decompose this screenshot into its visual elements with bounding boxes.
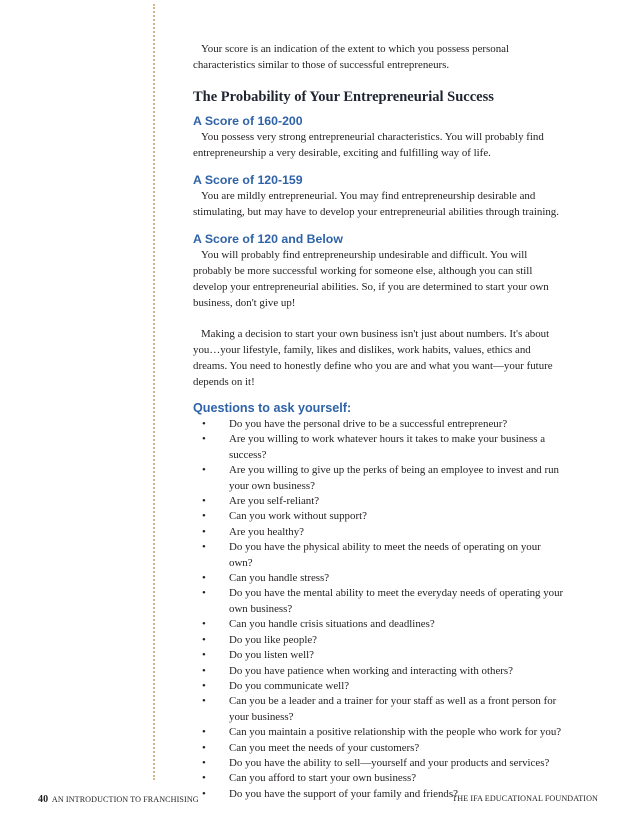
question-item [193, 617, 565, 632]
question-text: Can you handle crisis situations and deadlines? [229, 618, 435, 631]
question-text: Do you listen well? [229, 649, 314, 662]
bullet-icon: • [202, 787, 206, 800]
question-item [193, 633, 565, 648]
question-item [193, 756, 565, 771]
score-heading-low: A Score of 120 and Below [193, 232, 343, 246]
bullet-icon: • [202, 772, 206, 785]
score-block-low [193, 231, 565, 311]
score-heading-mid: A Score of 120-159 [193, 173, 303, 187]
question-item [193, 432, 565, 463]
questions-list [193, 417, 565, 802]
dotted-margin-rule [153, 4, 155, 780]
question-text: Do you communicate well? [229, 679, 350, 692]
question-item [193, 494, 565, 509]
page-number: 40 [38, 794, 49, 805]
question-text: Can you meet the needs of your customers? [229, 741, 420, 754]
question-text: Can you be a leader and a trainer for your staff as well as a front person for your business? [229, 695, 557, 723]
question-text: Do you have the physical ability to meet the needs of operating on your own? [229, 541, 541, 569]
question-item [193, 525, 565, 540]
question-text: Are you willing to give up the perks of being an employee to invest and run your own business? [229, 464, 559, 492]
bullet-icon: • [202, 510, 206, 523]
question-item [193, 571, 565, 586]
bullet-icon: • [202, 618, 206, 631]
question-item [193, 540, 565, 571]
bullet-icon: • [202, 433, 206, 446]
footer-title: AN INTRODUCTION TO FRANCHISING [51, 795, 199, 804]
bullet-icon: • [202, 464, 206, 477]
bullet-icon: • [202, 525, 206, 538]
question-text: Can you handle stress? [229, 572, 330, 585]
question-text: Do you have the ability to sell—yourself and your products and services? [229, 756, 550, 769]
bullet-icon: • [202, 587, 206, 600]
question-text: Do you have the personal drive to be a successful entrepreneur? [229, 418, 508, 430]
question-item [193, 725, 565, 740]
question-text: Do you have the support of your family and friends? [229, 787, 458, 800]
bullet-icon: • [202, 679, 206, 692]
bullet-icon: • [202, 726, 206, 739]
question-item [193, 664, 565, 679]
footer-right: THE IFA EDUCATIONAL FOUNDATION [452, 794, 598, 803]
question-text: Are you healthy? [229, 525, 304, 538]
footer-left [38, 794, 199, 805]
question-text: Do you have patience when working and interacting with others? [229, 664, 513, 677]
question-item [193, 741, 565, 756]
question-text: Can you afford to start your own business? [229, 772, 417, 785]
bullet-icon: • [202, 541, 206, 554]
question-text: Do you like people? [229, 633, 318, 646]
questions-heading: Questions to ask yourself: [193, 401, 352, 415]
score-text-high: You possess very strong entrepreneurial characteristics. You will probably find entrepreneurship a very desirable, exciting and fulfilling way of life. [193, 131, 544, 159]
intro-paragraph: Your score is an indication of the extent to which you possess personal characteristics similar to those of successful entrepreneurs. [193, 43, 510, 71]
page-content [193, 41, 565, 802]
score-text-mid: You are mildly entrepreneurial. You may find entrepreneurship desirable and stimulating, but may have to develop your entrepreneurial abilities through training. [193, 190, 559, 218]
bullet-icon: • [202, 633, 206, 646]
bullet-icon: • [202, 756, 206, 769]
bullet-icon: • [202, 495, 206, 508]
question-item [193, 679, 565, 694]
bullet-icon: • [202, 664, 206, 677]
bullet-icon: • [202, 649, 206, 662]
question-text: Are you willing to work whatever hours it takes to make your business a success? [229, 433, 546, 461]
question-text: Do you have the mental ability to meet the everyday needs of operating your own business? [229, 587, 564, 615]
bullet-icon: • [202, 695, 206, 708]
decision-paragraph: Making a decision to start your own business isn't just about numbers. It's about you…your lifestyle, family, likes and dislikes, work habits, values, ethics and dreams. You need to honestly define who you are and what you want—your future depends on it! [193, 328, 553, 388]
score-block-high [193, 113, 565, 161]
question-item [193, 648, 565, 663]
score-block-mid [193, 172, 565, 220]
question-text: Can you work without support? [229, 510, 367, 523]
bullet-icon: • [202, 572, 206, 585]
question-item [193, 586, 565, 617]
section-title: The Probability of Your Entrepreneurial Success [193, 89, 494, 105]
bullet-icon: • [202, 418, 206, 430]
score-heading-high: A Score of 160-200 [193, 114, 303, 128]
question-item [193, 694, 565, 725]
question-text: Can you maintain a positive relationship with the people who work for you? [229, 726, 562, 739]
bullet-icon: • [202, 741, 206, 754]
question-item [193, 417, 565, 432]
question-item [193, 771, 565, 786]
question-item [193, 463, 565, 494]
question-text: Are you self-reliant? [229, 495, 320, 508]
score-text-low: You will probably find entrepreneurship undesirable and difficult. You will probably be more successful working for someone else, although you can still develop your entrepreneurial abilities. So, if you are determined to start your own business, don't give up! [193, 249, 549, 309]
question-item [193, 509, 565, 524]
